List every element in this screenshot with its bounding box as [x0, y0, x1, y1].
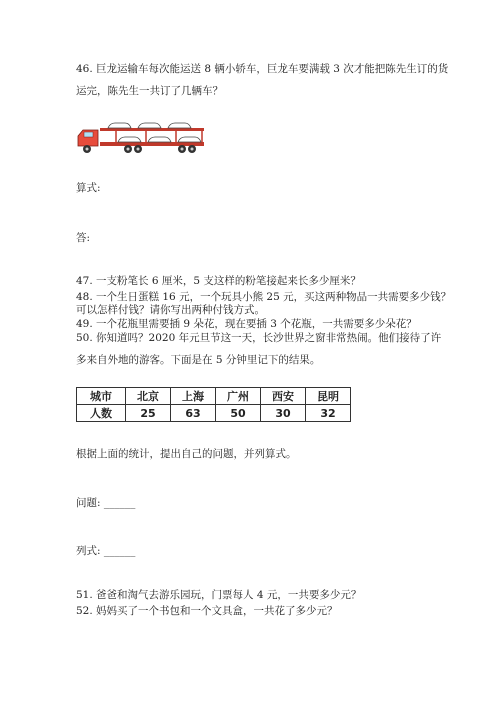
- q47-text: 47. 一支粉笔长 6 厘米，5 支这样的粉笔接起来长多少厘米？: [76, 275, 361, 287]
- table-row: [77, 405, 351, 422]
- q50-line2: 多来自外地的游客。下面是在 5 分钟里记下的结果。: [76, 354, 321, 366]
- table-cell: 上海: [171, 388, 216, 405]
- table-cell: 30: [261, 405, 306, 422]
- table-cell: 人数: [77, 405, 126, 422]
- q46-formula-label: 算式:: [76, 182, 101, 194]
- q46-line1: 46. 巨龙运输车每次能运送 8 辆小轿车，巨龙车要满载 3 次才能把陈先生订的货: [76, 63, 449, 75]
- car-carrier-truck-image: [76, 120, 206, 156]
- q48-line2: 可以怎样付钱？请你写出两种付钱方式。: [76, 304, 265, 316]
- q52-text: 52. 妈妈买了一个书包和一个文具盒，一共花了多少元？: [76, 605, 338, 617]
- q46-answer-label: 答:: [76, 232, 91, 244]
- q49-text: 49. 一个花瓶里需要插 9 朵花，现在要插 3 个花瓶，一共需要多少朵花？: [76, 318, 417, 330]
- q51-text: 51. 爸爸和淘气去游乐园玩，门票每人 4 元，一共要多少元？: [76, 589, 362, 601]
- table-header-row: [77, 388, 351, 405]
- table-cell: 50: [216, 405, 261, 422]
- q48-line1: 48. 一个生日蛋糕 16 元，一个玩具小熊 25 元，买这两种物品一共需要多少钱？: [76, 291, 452, 303]
- table-cell: 63: [171, 405, 216, 422]
- table-cell: 昆明: [306, 388, 351, 405]
- table-cell: 25: [126, 405, 171, 422]
- table-cell: 32: [306, 405, 351, 422]
- table-cell: 西安: [261, 388, 306, 405]
- visitor-stats-table: [76, 387, 351, 422]
- q50-question-label: 问题: ______: [76, 497, 136, 509]
- table-cell: 广州: [216, 388, 261, 405]
- table-cell: 城市: [77, 388, 126, 405]
- q50-line1: 50. 你知道吗？2020 年元旦节这一天，长沙世界之窗非常热闹。他们接待了许: [76, 332, 442, 344]
- q50-formula-label: 列式: ______: [76, 545, 136, 557]
- q50-instruction: 根据上面的统计，提出自己的问题，并列算式。: [76, 448, 297, 460]
- table-cell: 北京: [126, 388, 171, 405]
- q46-line2: 运完，陈先生一共订了几辆车？: [76, 85, 223, 97]
